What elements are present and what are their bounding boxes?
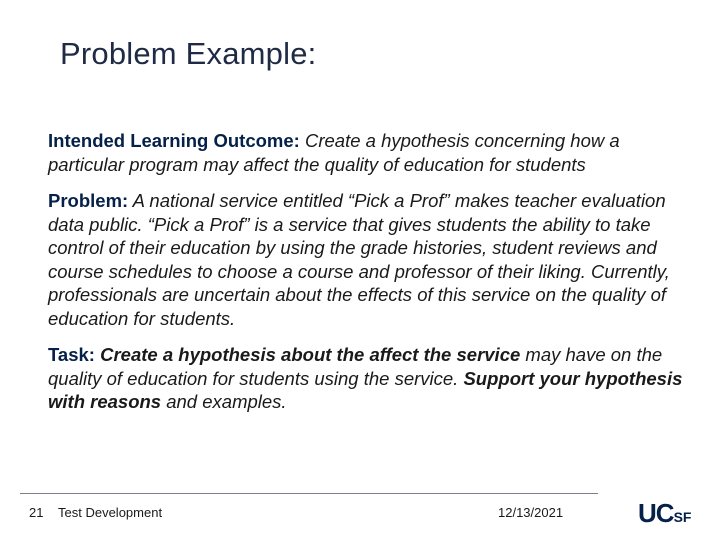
slide-title: Problem Example:	[60, 36, 317, 71]
ucsf-logo	[638, 500, 691, 530]
task-text-1: may have on the quality of education for students using the service.	[48, 344, 663, 389]
task-label: Task:	[48, 344, 95, 365]
outcome-label: Intended Learning Outcome:	[48, 130, 300, 151]
page-number: 21	[29, 505, 44, 520]
task-paragraph	[48, 343, 696, 414]
task-text-2: and examples.	[161, 391, 287, 412]
problem-label: Problem:	[48, 190, 129, 211]
task-text-emphasis-1: Create a hypothesis about the affect the service	[94, 344, 521, 365]
slide-body	[48, 129, 696, 427]
logo-sub: SF	[673, 509, 692, 525]
problem-text: A national service entitled “Pick a Prof” makes teacher evaluation data public. “Pick a Prof” is a service that gives students the ability to take control of their education by using the grade histories, student reviews and course schedules to choose a course and professor of their liking. Currently, professionals are uncertain about the effects of this service on the quality of education for students.	[48, 190, 670, 329]
footer-date: 12/13/2021	[498, 505, 564, 520]
problem-paragraph	[48, 189, 696, 330]
footer-title: Test Development	[58, 505, 163, 520]
outcome-text: Create a hypothesis concerning how a particular program may affect the quality of education for students	[48, 130, 620, 175]
footer-divider	[20, 493, 598, 494]
logo-main: UC	[638, 498, 674, 528]
task-text-emphasis-2: Support your hypothesis with reasons	[48, 367, 683, 412]
outcome-paragraph	[48, 129, 696, 176]
